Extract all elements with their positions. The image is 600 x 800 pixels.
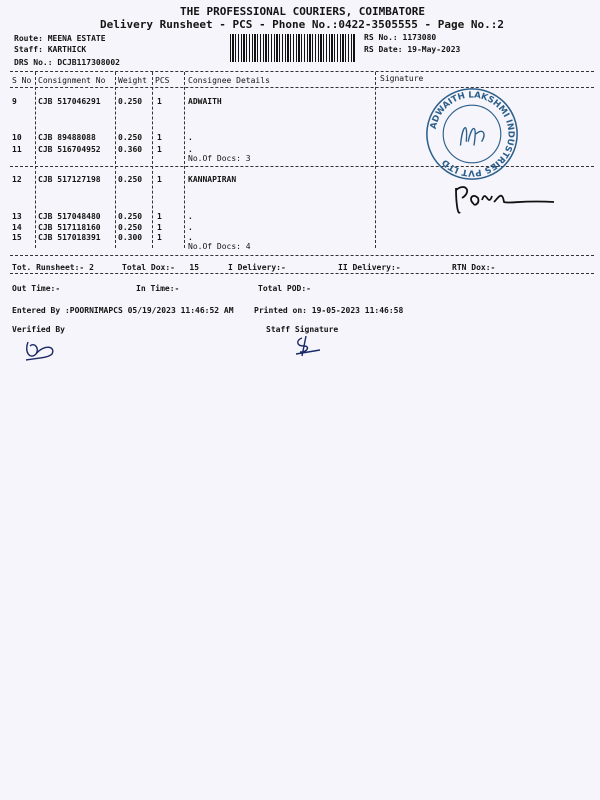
table-row-consignment: CJB 89488088	[38, 133, 96, 142]
table-row-weight: 0.250	[118, 175, 143, 184]
table-row-detail: .	[188, 133, 193, 142]
rs-number: RS No.: 1173080	[364, 33, 437, 42]
table-row-pcs: 1	[157, 175, 162, 184]
col-divider	[35, 72, 36, 248]
table-row-weight: 0.250	[118, 133, 143, 142]
table-row-weight: 0.360	[118, 145, 143, 154]
docs-count: No.Of Docs: 4	[188, 242, 251, 251]
col-header-consignment: Consignment No	[38, 76, 106, 85]
in-time: In Time:-	[136, 284, 180, 293]
table-row-sno: 10	[12, 133, 22, 142]
table-row-weight: 0.250	[118, 223, 143, 232]
table-row-consignment: CJB 517046291	[38, 97, 101, 106]
out-time: Out Time:-	[12, 284, 61, 293]
table-row-pcs: 1	[157, 212, 162, 221]
docs-count: No.Of Docs: 3	[188, 154, 251, 163]
col-header-signature: Signature	[380, 74, 424, 83]
table-row-pcs: 1	[157, 97, 162, 106]
table-row-pcs: 1	[157, 145, 162, 154]
verified-signature	[22, 338, 62, 362]
ii-delivery: II Delivery:-	[338, 263, 401, 272]
totals-rule	[10, 273, 594, 274]
entered-by: Entered By :POORNIMAPCS 05/19/2023 11:46:52 AM	[12, 306, 234, 315]
table-row-weight: 0.250	[118, 97, 143, 106]
table-row-consignment: CJB 517018391	[38, 233, 101, 242]
rtn-dox: RTN Dox:-	[452, 263, 496, 272]
col-divider	[375, 72, 376, 248]
total-pod: Total POD:-	[258, 284, 311, 293]
runsheet-subtitle: Delivery Runsheet - PCS - Phone No.:0422-3505555 - Page No.:2	[100, 18, 504, 31]
table-row-weight: 0.300	[118, 233, 143, 242]
table-row-pcs: 1	[157, 223, 162, 232]
table-bottom-rule	[10, 255, 594, 256]
route-label: Route: MEENA ESTATE	[14, 34, 106, 43]
col-header-weight: Weight	[118, 76, 147, 85]
table-row-consignment: CJB 517048480	[38, 212, 101, 221]
i-delivery: I Delivery:-	[228, 263, 286, 272]
table-row-consignment: CJB 517127198	[38, 175, 101, 184]
table-row-consignment: CJB 516704952	[38, 145, 101, 154]
table-row-detail: .	[188, 223, 193, 232]
table-top-rule	[10, 71, 594, 72]
consignee-name: KANNAPIRAN	[188, 175, 237, 184]
svg-text:ADWAITH LAKSHMI INDUSTRIES PVT: ADWAITH LAKSHMI INDUSTRIES PVT LTD	[428, 90, 516, 178]
total-dox: Total Dox:- 15	[122, 263, 200, 272]
table-row-detail: .	[188, 145, 193, 154]
table-row-sno: 9	[12, 97, 17, 106]
staff-label: Staff: KARTHICK	[14, 45, 87, 54]
table-row-weight: 0.250	[118, 212, 143, 221]
col-header-pcs: PCS	[155, 76, 170, 85]
table-row-consignment: CJB 517118160	[38, 223, 101, 232]
rs-date: RS Date: 19-May-2023	[364, 45, 461, 54]
table-row-detail: .	[188, 233, 193, 242]
verified-by-label: Verified By	[12, 325, 65, 334]
signature-2	[450, 178, 560, 218]
table-row-sno: 14	[12, 223, 22, 232]
consignee-name: ADWAITH	[188, 97, 222, 106]
col-divider	[184, 72, 185, 248]
col-divider	[152, 72, 153, 248]
table-row-pcs: 1	[157, 233, 162, 242]
table-row-sno: 13	[12, 212, 22, 221]
company-stamp	[424, 86, 520, 182]
company-title: THE PROFESSIONAL COURIERS, COIMBATORE	[180, 5, 426, 18]
staff-signature	[286, 334, 326, 358]
table-row-sno: 12	[12, 175, 22, 184]
table-row-sno: 15	[12, 233, 22, 242]
col-header-sno: S No	[12, 76, 32, 85]
barcode	[230, 34, 356, 62]
col-header-consignee: Consignee Details	[188, 76, 270, 85]
col-divider	[115, 72, 116, 248]
total-runsheet: Tot. Runsheet:- 2	[12, 263, 94, 272]
staff-signature-label: Staff Signature	[266, 325, 339, 334]
drs-number: DRS No.: DCJB117308002	[14, 58, 120, 67]
table-row-pcs: 1	[157, 133, 162, 142]
table-row-sno: 11	[12, 145, 22, 154]
printed-on: Printed on: 19-05-2023 11:46:58	[254, 306, 404, 315]
table-row-detail: .	[188, 212, 193, 221]
